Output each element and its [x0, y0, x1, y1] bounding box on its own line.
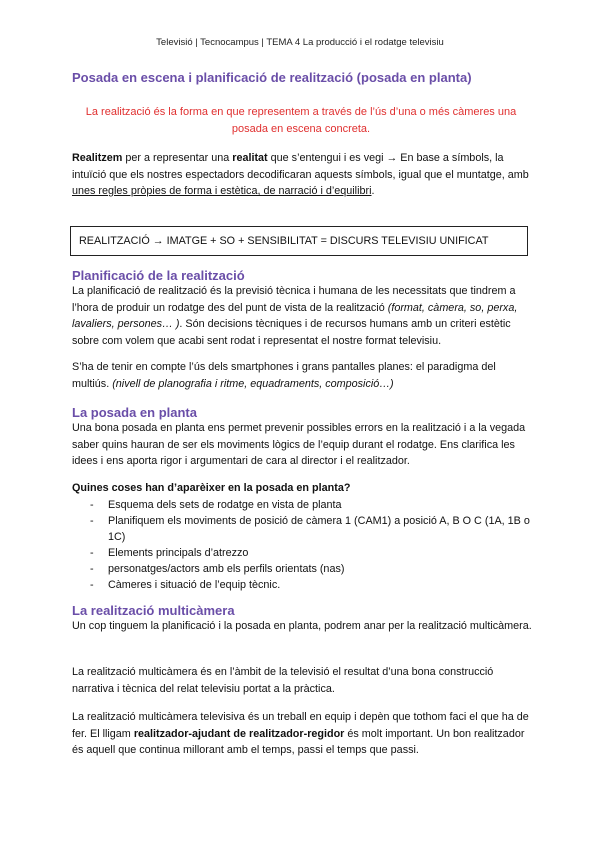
intro-text-3: . [371, 185, 375, 197]
multicamera-text-c: és molt important. Un bon realitzador és aquell que continua millorant amb el temps, passi el temps que passi. [72, 727, 525, 756]
intro-text-2: que s’entengui i es vegi → En base a símbols, la intuïció que els nostres espectadors decodificaran aquests símbols, igual que el muntatge, amb [72, 152, 529, 181]
multius-italic: (nivell de planografia i ritme, equadraments, composició…) [112, 377, 394, 390]
intro-paragraph [72, 150, 532, 200]
multicamera-paragraph-1: Un cop tinguem la planificació i la posada en planta, podrem anar per la realització multicàmera. [72, 620, 532, 632]
list-item: - Planifiquem els moviments de posició de càmera 1 (CAM1) a posició A, B O C (1A, 1B o 1C) [90, 513, 530, 545]
multicamera-bold: realitzador-ajudant de realitzador-regidor [133, 727, 345, 740]
heading-posada-en-planta: La posada en planta [72, 405, 197, 420]
list-item: - Elements principals d’atrezzo [90, 545, 530, 561]
intro-text-1: per a representar una [122, 152, 233, 164]
multicamera-text-a: La realització multicàmera televisiva és un treball en equip i depèn que tothom faci el que ha de fer. El lligam [72, 711, 529, 740]
question-heading: Quines coses han d’aparèixer en la posada en planta? [72, 482, 351, 494]
heading-planificacio: Planificació de la realització [72, 268, 245, 283]
intro-bold-realitzem: Realitzem [72, 152, 123, 164]
list-item: - Esquema dels sets de rodatge en vista de planta [90, 497, 530, 513]
highlight-definition: La realització és la forma en que representem a través de l’ús d’una o més càmeres una posada en escena concreta. [85, 106, 517, 135]
planificacio-italic: (format, càmera, so, perxa, lavaliers, persones… ) [72, 301, 518, 330]
list-item: - Càmeres i situació de l’equip tècnic. [90, 577, 530, 593]
planificacio-paragraph-1 [72, 283, 532, 349]
planificacio-paragraph-2 [72, 359, 532, 392]
planificacio-text-a: La planificació de realització és la previsió tècnica i humana de les necessitats que tindrem a l’hora de produir un rodatge des del punt de vista de la realització [72, 285, 516, 314]
list-item: - personatges/actors amb els perfils orientats (nas) [90, 561, 530, 577]
heading-multicamera: La realització multicàmera [72, 603, 235, 618]
page-header: Televisió | Tecnocampus | TEMA 4 La producció i el rodatge televisiu [156, 37, 444, 48]
multicamera-paragraph-2: La realització multicàmera és en l’àmbit de la televisió el resultat d’una bona construcció narrativa i tècnica del relat televisiu portat a la pràctica. [72, 666, 494, 695]
planificacio-text-c: . Són decisions tècniques i de recursos humans amb un criteri estètic sobre com volem que acabi sent rodat i representat el nostre format televisiu. [72, 318, 511, 347]
intro-underlined: unes regles pròpies de forma i estètica, de narració i d’equilibri [72, 185, 372, 197]
multicamera-paragraph-3 [72, 709, 532, 759]
posada-paragraph: Una bona posada en planta ens permet prevenir possibles errors en la realització i a la vegada saber quins hauran de ser els moviments lògics de l’equip durant el rodatge. Ens clarifica les idees i ens aporta rigor i argumentari de cara al director i el realitzador. [72, 422, 526, 467]
intro-bold-realitat: realitat [232, 152, 268, 164]
page-title: Posada en escena i planificació de realització (posada en planta) [72, 70, 472, 85]
formula-box: REALITZACIÓ → IMATGE + SO + SENSIBILITAT = DISCURS TELEVISIU UNIFICAT [70, 226, 528, 256]
posada-list [90, 497, 530, 593]
multius-text: S’ha de tenir en compte l’ús dels smartphones i grans pantalles planes: el paradigma del multiús. [72, 361, 496, 390]
